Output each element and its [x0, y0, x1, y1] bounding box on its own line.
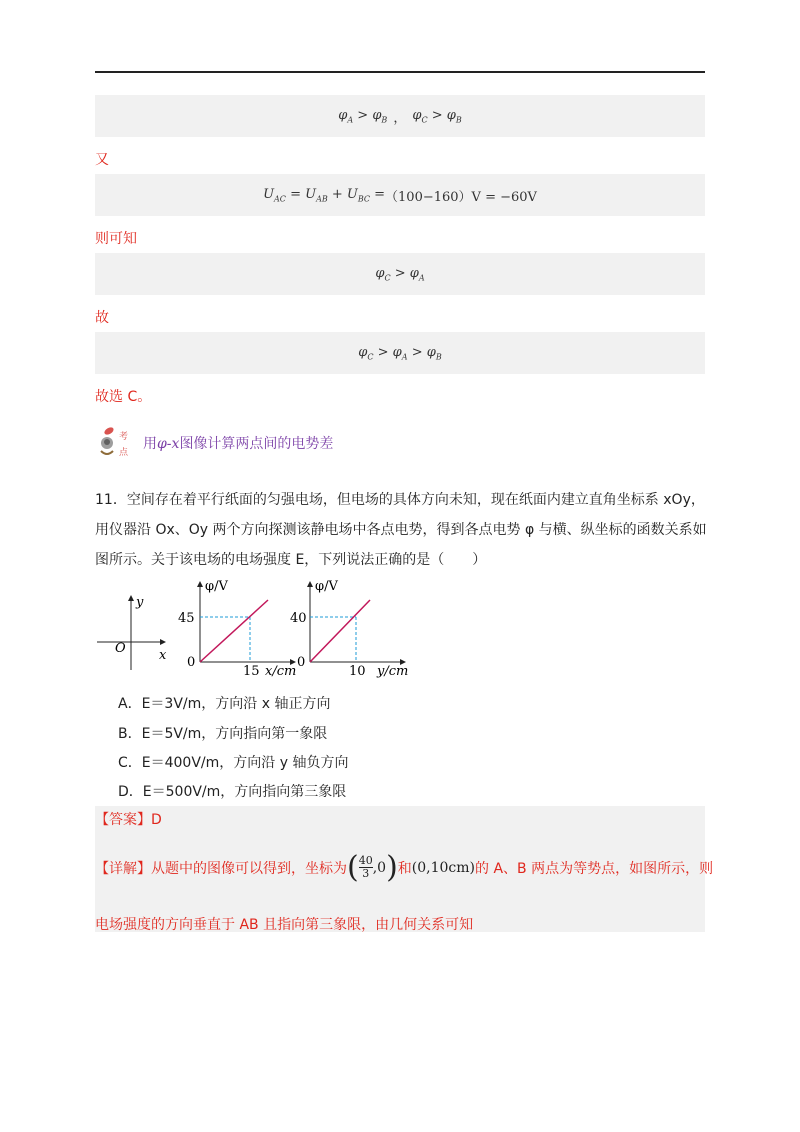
fraction [359, 855, 373, 880]
coord-x-label: x [159, 648, 167, 663]
connector-you: 又 [95, 152, 109, 168]
option-c[interactable]: C．E＝400V/m，方向沿 y 轴负方向 [118, 755, 349, 771]
graph1-xlabel: x/cm [265, 664, 297, 679]
option-d[interactable]: D．E＝500V/m，方向指向第三象限 [118, 784, 347, 800]
connector-gu: 故 [95, 310, 109, 326]
coord-b: (0,10cm) [411, 859, 476, 876]
kaodian-text: 用φ-x图像计算两点间的电势差 [143, 436, 334, 452]
option-a[interactable]: A．E＝3V/m，方向沿 x 轴正方向 [118, 696, 331, 712]
question-line-2: 用仪器沿 Ox、Oy 两个方向探测该静电场中各点电势，得到各点电势 φ 与横、纵坐标的函数关系如 [95, 522, 707, 538]
kaodian-char-2: 点 [119, 448, 129, 458]
answer-detail-line-1 [95, 850, 713, 885]
question-line-3: 图所示。关于该电场的电场强度 E，下列说法正确的是（ ） [95, 552, 487, 568]
question-line-1: 11．空间存在着平行纸面的匀强电场，但电场的具体方向未知，现在纸面内建立直角坐标系 xOy， [95, 492, 705, 508]
graph2-ylabel: φ/V [315, 579, 338, 594]
answer-label: 【答案】D [95, 812, 162, 828]
formula-phic-gt-phia: $\varphi_C > \varphi_A$ [95, 253, 705, 295]
formula-ordering: $\varphi_C > \varphi_A > \varphi_B$ [95, 332, 705, 374]
graph1-ytick: 45 [178, 611, 195, 626]
coord-a: ( $\frac{40}{3}$ ,0 ) [347, 850, 398, 885]
kaodian-char-1: 考 [119, 432, 129, 442]
coord-origin-label: O [115, 641, 126, 656]
formula-potential-compare: $\varphi_A > \varphi_B$ ， $\varphi_C > \varphi_B$ [95, 95, 705, 137]
fraction-denominator: 3 [362, 867, 370, 880]
he-text: 和 [397, 860, 412, 877]
graph1-ylabel: φ/V [205, 579, 228, 594]
graph2-xlabel: y/cm [377, 664, 409, 679]
connector-zekezhi: 则可知 [95, 231, 137, 247]
graph2-xtick: 10 [349, 664, 366, 679]
answer-detail-line-2: 电场强度的方向垂直于 AB 且指向第三象限，由几何关系可知 [95, 917, 474, 933]
kaodian-icon [95, 423, 143, 463]
kaodian-tag [95, 423, 333, 463]
graph2-ytick: 40 [290, 611, 307, 626]
graph2-line [310, 600, 370, 662]
detail-label: 【详解】 [95, 860, 151, 877]
option-b[interactable]: B．E＝5V/m，方向指向第一象限 [118, 726, 328, 742]
header-rule [95, 71, 705, 73]
formula-uac: $U_{AC} = U_{AB} + U_{BC}$ = （100−160）V = −60V [95, 174, 705, 216]
coord-y-label: y [136, 595, 144, 610]
question-figure [95, 570, 425, 685]
graph2-zero: 0 [297, 655, 306, 670]
graph1-line [200, 600, 268, 662]
graph1-zero: 0 [187, 655, 196, 670]
detail-part1: 从题中的图像可以得到，坐标为 [151, 860, 347, 877]
fraction-numerator: 40 [358, 854, 373, 867]
answer-choice-line: 故选 C。 [95, 389, 152, 405]
graph1-xtick: 15 [243, 664, 260, 679]
coord-a-tail: ,0 [372, 859, 387, 876]
detail-part2: 的 A、B 两点为等势点，如图所示，则 [475, 860, 714, 877]
